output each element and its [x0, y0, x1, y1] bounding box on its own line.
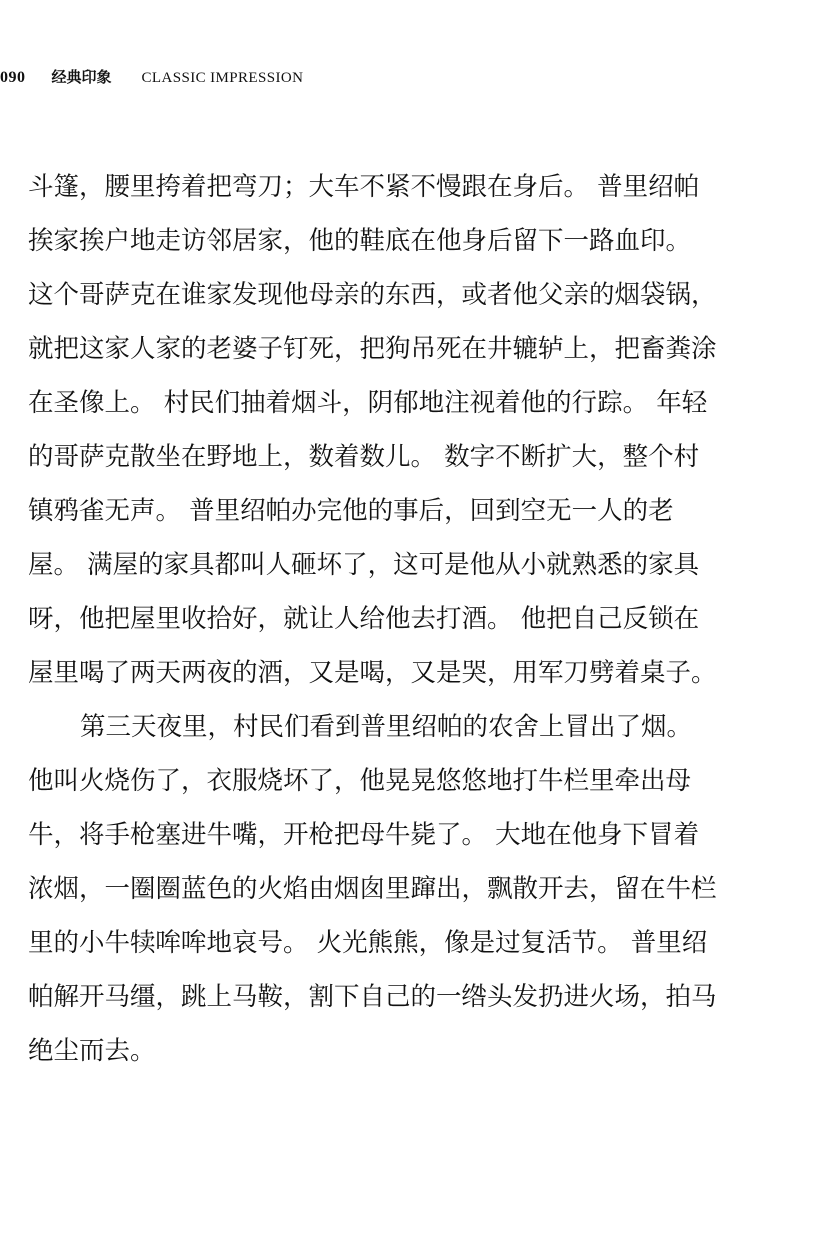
paragraph-1 [28, 160, 808, 700]
text-line: 呀，他把屋里收拾好，就让人给他去打酒。 他把自己反锁在 [28, 604, 700, 634]
text-line: 帕解开马缰，跳上马鞍，割下自己的一绺头发扔进火场，拍马 [28, 982, 717, 1012]
text-line: 他叫火烧伤了，衣服烧坏了，他晃晃悠悠地打牛栏里牵出母 [28, 766, 692, 796]
text-line: 斗篷，腰里挎着把弯刀；大车不紧不慢跟在身后。 普里绍帕 [28, 172, 700, 202]
text-line: 屋。 满屋的家具都叫人砸坏了，这可是他从小就熟悉的家具 [28, 550, 700, 580]
text-line: 第三天夜里，村民们看到普里绍帕的农舍上冒出了烟。 [80, 712, 693, 742]
text-line: 浓烟，一圈圈蓝色的火焰由烟囱里蹿出，飘散开去，留在牛栏 [28, 874, 717, 904]
text-line: 就把这家人家的老婆子钉死，把狗吊死在井辘轳上，把畜粪涂 [28, 334, 717, 364]
page-number: 090 [0, 69, 26, 86]
running-title-chinese: 经典印象 [51, 68, 112, 86]
body-text [28, 160, 808, 1078]
text-line: 屋里喝了两天两夜的酒，又是喝，又是哭，用军刀劈着桌子。 [28, 658, 717, 688]
text-line: 在圣像上。 村民们抽着烟斗，阴郁地注视着他的行踪。 年轻 [28, 388, 708, 418]
text-line: 里的小牛犊哞哞地哀号。 火光熊熊，像是过复活节。 普里绍 [28, 928, 708, 958]
text-line: 镇鸦雀无声。 普里绍帕办完他的事后，回到空无一人的老 [28, 496, 674, 526]
running-header [0, 66, 303, 90]
text-line: 的哥萨克散坐在野地上，数着数儿。 数字不断扩大，整个村 [28, 442, 700, 472]
running-title-english: CLASSIC IMPRESSION [141, 70, 304, 86]
text-line: 绝尘而去。 [28, 1036, 156, 1066]
paragraph-2 [28, 700, 808, 1078]
text-line: 挨家挨户地走访邻居家，他的鞋底在他身后留下一路血印。 [28, 226, 692, 256]
text-line: 这个哥萨克在谁家发现他母亲的东西，或者他父亲的烟袋锅， [28, 280, 717, 310]
text-line: 牛，将手枪塞进牛嘴，开枪把母牛毙了。 大地在他身下冒着 [28, 820, 700, 850]
